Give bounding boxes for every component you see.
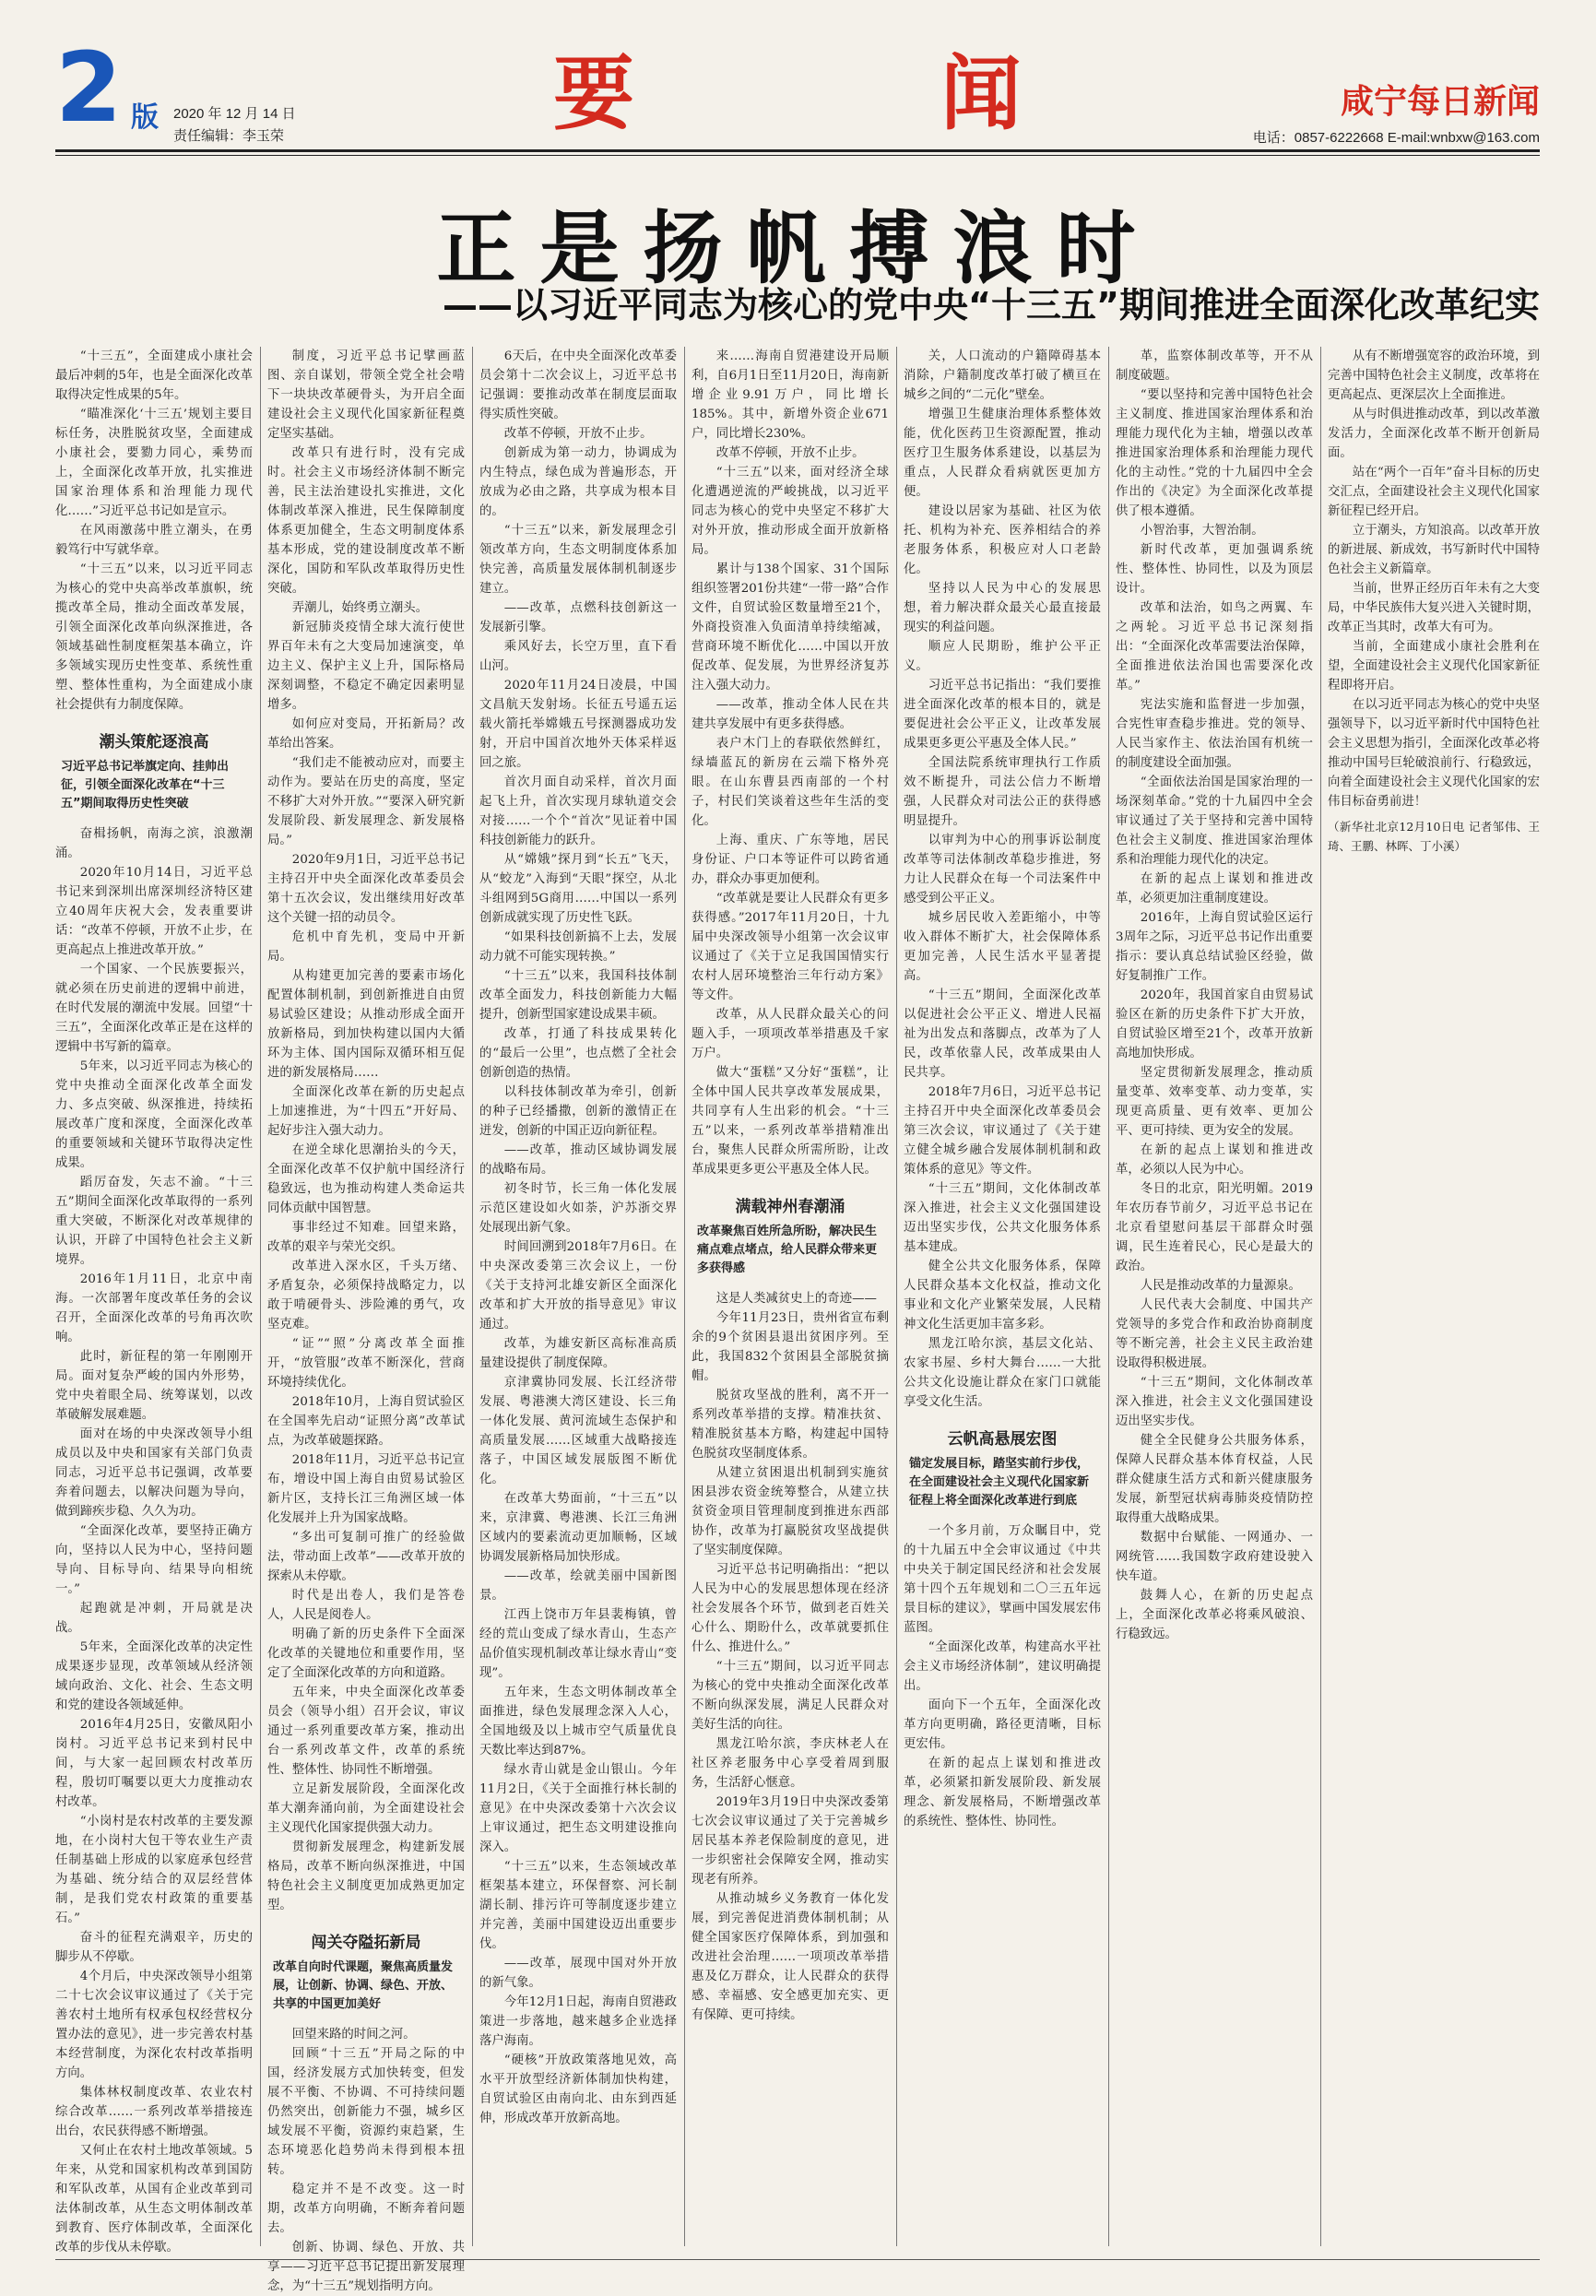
- page-number-suffix: 版: [131, 101, 159, 134]
- article-paragraph: 如何应对变局，开拓新局？改革给出答案。: [267, 717, 465, 751]
- article-paragraph: 贯彻新发展理念，构建新发展格局，改革不断向纵深推进，中国特色社会主义制度更加成熟更加定型。: [267, 1840, 465, 1912]
- paragraph-group: [479, 347, 677, 2128]
- article-paragraph: 绿水青山就是金山银山。今年11月2日，《关于全面推行林长制的意见》在中央深改委第十六次会议上审议通过，把生态文明建设推向深入。: [479, 1763, 677, 1854]
- article-paragraph: 改革进入深水区，千头万绪、矛盾复杂，必须保持战略定力，以敢于啃硬骨头、涉险滩的勇气，攻坚克难。: [267, 1260, 465, 1331]
- article-paragraph: 从构建更加完善的要素市场化配置体制机制，到创新推进自由贸易试验区建设；从推动形成全面开放新格局，到加快构建以国内大循环为主体、国内国际双循环相互促进的新发展格局……: [267, 969, 465, 1080]
- paragraph-group: [692, 1289, 889, 2025]
- article-paragraph: 2016年1月11日，北京中南海。一次部署年度改革任务的会议召开，全面深化改革的号角再次吹响。: [55, 1272, 253, 1344]
- article-paragraph: 人民是推动改革的力量源泉。: [1140, 1279, 1301, 1293]
- article-paragraph: “十三五”期间，全面深化改革以促进社会公平正义、增进人民福祉为出发点和落脚点，改革为了人民，改革依靠人民，改革成果由人民共享。: [904, 988, 1101, 1080]
- section-lead: 改革自向时代课题，聚焦高质量发展，让创新、协调、绿色、开放、共享的中国更加美好: [273, 1960, 454, 2011]
- article-paragraph: 集体林权制度改革、农业农村综合改革……一系列改革举措接连出台，农民获得感不断增强。: [55, 2086, 253, 2138]
- article-paragraph: “十三五”期间，以习近平同志为核心的党中央推动全面深化改革不断向纵深发展，满足人民群众对美好生活的向往。: [692, 1660, 889, 1732]
- article-paragraph: 冬日的北京，阳光明媚。2019年农历春节前夕，习近平总书记在北京看望慰问基层干部群众时强调，民生连着民心，民心是最大的政治。: [1116, 1182, 1313, 1273]
- section-subheading: 潮头策舵逐浪高: [99, 733, 209, 752]
- byline-credit: （新华社北京12月10日电 记者邹伟、王琦、王鹏、林晖、丁小溪）: [1328, 820, 1540, 853]
- section-lead: 习近平总书记举旗定向、挂帅出征，引领全面深化改革在“十三五”期间取得历史性突破: [61, 760, 230, 811]
- article-paragraph: 当前，全面建成小康社会胜利在望，全面建设社会主义现代化国家新征程即将开启。: [1328, 640, 1540, 692]
- article-paragraph: 2020年11月24日凌晨，中国文昌航天发射场。长征五号遥五运载火箭托举嫦娥五号探测器成功发射，开启中国首次地外天体采样返回之旅。: [479, 679, 677, 770]
- article-paragraph: ——改革，推动区域协调发展的战略布局。: [479, 1143, 677, 1177]
- article-paragraph: 2020年10月14日，习近平总书记来到深圳出席深圳经济特区建立40周年庆祝大会，发表重要讲话：“改革不停顿，开放不止步，在更高起点上推进改革开放。”: [55, 866, 253, 957]
- article-paragraph: “十三五”期间，文化体制改革深入推进，社会主义文化强国建设迈出坚实步伐，公共文化服务体系基本建成。: [904, 1182, 1101, 1254]
- masthead-rule: [55, 149, 1540, 152]
- article-paragraph: 创新成为第一动力，协调成为内生特点，绿色成为普遍形态，开放成为必由之路，共享成为根本目的。: [479, 446, 677, 518]
- article-paragraph: 回望来路的时间之河。: [291, 2028, 416, 2042]
- article-paragraph: 鼓舞人心，在新的历史起点上，全面深化改革必将乘风破浪、行稳致远。: [1116, 1589, 1313, 1641]
- article-paragraph: 2020年，我国首家自由贸易试验区在新的历史条件下扩大开放，自贸试验区增至21个，改革开放新高地加快形成。: [1116, 988, 1313, 1060]
- article-paragraph: 一个多月前，万众瞩目中，党的十九届五中全会审议通过《中共中央关于制定国民经济和社会发展第十四个五年规划和二〇三五年远景目标的建议》，擘画中国发展宏伟蓝图。: [904, 1524, 1101, 1635]
- paragraph-group: [904, 347, 1101, 1412]
- article-paragraph: “如果科技创新搞不上去，发展动力就不可能实现转换。”: [479, 930, 677, 964]
- issue-date: 2020 年 12 月 14 日: [173, 106, 296, 122]
- article-paragraph: “十三五”以来，新发展理念引领改革方向，生态文明制度体系加快完善，高质量发展体制机制逐步建立。: [479, 524, 677, 596]
- article-paragraph: 又何止在农村土地改革领域。5年来，从党和国家机构改革到国防和军队改革，从国有企业改革到司法体制改革，从生态文明体制改革到教育、医疗体制改革，全面深化改革的步伐从未停歇。: [55, 2144, 253, 2255]
- article-paragraph: 2018年10月，上海自贸试验区在全国率先启动“证照分离”改革试点，为改革破题探路。: [267, 1395, 465, 1448]
- article-paragraph: “全面深化改革，构建高水平社会主义市场经济体制”，建议明确提出。: [904, 1640, 1101, 1693]
- article-paragraph: 面对在场的中央深改领导小组成员以及中央和国家有关部门负责同志，习近平总书记强调，改革要奔着问题去，以解决问题为导向，做到蹄疾步稳、久久为功。: [55, 1427, 253, 1519]
- bottom-rule: [55, 2259, 1540, 2260]
- paragraph-group: [267, 347, 465, 1915]
- article-paragraph: ——改革，点燃科技创新这一发展新引擎。: [479, 601, 677, 634]
- article-paragraph: 人民代表大会制度、中国共产党领导的多党合作和政治协商制度等不断完善，社会主义民主政治建设取得积极进展。: [1116, 1298, 1313, 1370]
- column-divider: [260, 347, 261, 2246]
- article-paragraph: 革，监察体制改革等，开不从制度破题。: [1116, 349, 1313, 383]
- article-paragraph: 明确了新的历史条件下全面深化改革的关键地位和重要作用，坚定了全面深化改革的方向和道路。: [267, 1627, 465, 1680]
- article-paragraph: 改革不停顿，开放不止步。: [715, 446, 865, 460]
- article-paragraph: “多出可复制可推广的经验做法，带动面上改革”——改革开放的探索从未停歇。: [267, 1531, 465, 1583]
- article-paragraph: 从建立贫困退出机制到实施贫困县涉农资金统筹整合，从建立扶贫资金项目管理制度到推进东西部协作，改革为打赢脱贫攻坚战提供了坚实制度保障。: [692, 1466, 889, 1557]
- article-paragraph: 起跑就是冲刺，开局就是决战。: [55, 1602, 253, 1635]
- article-paragraph: 改革只有进行时，没有完成时。社会主义市场经济体制不断完善，民主法治建设扎实推进，文化体制改革深入推进，民生保障制度体系更加健全，生态文明制度体系基本形成，党的建设制度改革不断深化，国防和军队改革取得历史性突破。: [267, 446, 465, 596]
- column-divider: [1108, 347, 1109, 2246]
- article-paragraph: 黑龙江哈尔滨，李庆林老人在社区养老服务中心享受着周到服务，生活舒心惬意。: [692, 1737, 889, 1790]
- article-paragraph: 在新的起点上谋划和推进改革，必须更加注重制度建设。: [1116, 872, 1313, 905]
- article-column-7: [1328, 347, 1540, 2246]
- paragraph-group: [55, 347, 253, 715]
- article-paragraph: 江西上饶市万年县裴梅镇，曾经的荒山变成了绿水青山，生态产品价值实现机制改革让绿水青山“变现”。: [479, 1608, 677, 1680]
- paragraph-group: [692, 347, 889, 1179]
- article-paragraph: “十三五”，全面建成小康社会最后冲刺的5年，也是全面深化改革取得决定性成果的5年。: [55, 349, 253, 402]
- article-column-5: [904, 347, 1101, 2246]
- article-paragraph: 全国法院系统审理执行工作质效不断提升，司法公信力不断增强，人民群众对司法公正的获得感明显提升。: [904, 756, 1101, 828]
- article-paragraph: 从有不断增强宽容的政治环境，到完善中国特色社会主义制度，改革将在更高起点、更深层次上全面推进。: [1328, 349, 1540, 402]
- article-column-1: [55, 347, 253, 2255]
- main-headline: 正是扬帆搏浪时: [436, 203, 1160, 295]
- article-paragraph: 奋楫扬帆，南海之滨，浪激潮涌。: [55, 827, 253, 860]
- article-paragraph: 在新的起点上谋划和推进改革，必须以人民为中心。: [1116, 1143, 1313, 1177]
- article-paragraph: 立于潮头，方知浪高。以改革开放的新进展、新成效，书写新时代中国特色社会主义新篇章。: [1328, 524, 1540, 576]
- article-paragraph: 创新、协调、绿色、开放、共享——习近平总书记提出新发展理念，为“十三五”规划指明方向。: [267, 2241, 465, 2293]
- article-column-3: [479, 347, 677, 2246]
- article-paragraph: “十三五”以来，以习近平同志为核心的党中央高举改革旗帜，统揽改革全局，推动全面改革发展，引领全面深化改革向纵深推进，各领域基础性制度框架基本确立，许多领域实现历史性变革、系统性重塑、整体性重构，为全面建成小康社会提供有力制度保障。: [55, 562, 253, 712]
- article-paragraph: 面向下一个五年，全面深化改革方向更明确，路径更清晰，目标更宏伟。: [904, 1698, 1101, 1751]
- article-paragraph: 来……海南自贸港建设开局顺利，自6月1日至11月20日，海南新增企业9.91万户，同比增长185%。其中，新增外资企业671户，同比增长230%。: [692, 349, 889, 441]
- article-paragraph: 2016年，上海自贸试验区运行3周年之际，习近平总书记作出重要指示：要认真总结试验区经验，做好复制推广工作。: [1116, 911, 1313, 983]
- article-paragraph: 健全公共文化服务体系，保障人民群众基本文化权益，推动文化事业和文化产业繁荣发展，人民精神文化生活更加丰富多彩。: [904, 1260, 1101, 1331]
- paragraph-group: [267, 2025, 465, 2296]
- article-paragraph: 5年来，全面深化改革的决定性成果逐步显现，改革领域从经济领域向政治、文化、社会、生态文明和党的建设各领域延伸。: [55, 1640, 253, 1712]
- article-paragraph: “我们走不能被动应对，而要主动作为。要站在历史的高度，坚定不移扩大对外开放。”“要深入研究新发展阶段、新发展理念、新发展格局。”: [267, 756, 465, 847]
- article-paragraph: “全面深化改革，要坚持正确方向，坚持以人民为中心，坚持问题导向、目标导向、结果导向相统一。”: [55, 1524, 253, 1596]
- article-paragraph: 2018年7月6日，习近平总书记主持召开中央全面深化改革委员会第三次会议，审议通过了《关于建立健全城乡融合发展体制机制和政策体系的意见》等文件。: [904, 1085, 1101, 1177]
- article-paragraph: 危机中育先机，变局中开新局。: [267, 930, 465, 964]
- masthead-rule-thin: [55, 155, 1540, 156]
- article-paragraph: ——改革，展现中国对外开放的新气象。: [479, 1957, 677, 1990]
- article-paragraph: 五年来，中央全面深化改革委员会（领导小组）召开会议，审议通过一系列重要改革方案，推动出台一系列改革文件，改革的系统性、整体性、协同性不断增强。: [267, 1686, 465, 1777]
- article-paragraph: 在新的起点上谋划和推进改革，必须紧扣新发展阶段、新发展理念、新发展格局，不断增强改革的系统性、整体性、协同性。: [904, 1757, 1101, 1829]
- article-paragraph: “证”“照”分离改革全面推开，“放管服”改革不断深化，营商环境持续优化。: [267, 1337, 465, 1390]
- article-paragraph: 从推动城乡义务教育一体化发展，到完善促进消费体制机制；从健全国家医疗保障体系，到加强和改进社会治理……一项项改革举措惠及亿万群众，让人民群众的获得感、幸福感、安全感更加充实、更有保障、更可持续。: [692, 1892, 889, 2022]
- article-paragraph: “十三五”期间，文化体制改革深入推进，社会主义文化强国建设迈出坚实步伐。: [1116, 1376, 1313, 1428]
- section-lead: 改革聚焦百姓所急所盼，解决民生痛点难点堵点，给人民群众带来更多获得感: [697, 1225, 878, 1275]
- masthead: [55, 31, 1540, 146]
- article-paragraph: 改革，从人民群众最关心的问题入手，一项项改革举措惠及千家万户。: [692, 1008, 889, 1060]
- article-paragraph: ——改革，推动全体人民在共建共享发展中有更多获得感。: [692, 698, 889, 731]
- article-paragraph: “要以坚持和完善中国特色社会主义制度、推进国家治理体系和治理能力现代化为主轴，增强以改革推进国家治理体系和治理能力现代化的主动性。”党的十九届四中全会作出的《决定》为全面深化改革提供了根本遵循。: [1116, 388, 1313, 518]
- paragraph-group: [904, 1521, 1101, 1831]
- article-paragraph: 以科技体制改革为牵引，创新的种子已经播撒，创新的激情正在迸发，创新的中国正迈向新征程。: [479, 1085, 677, 1138]
- page-number: 2: [55, 31, 123, 144]
- section-subheading: 满载神州春潮涌: [735, 1198, 845, 1216]
- article-paragraph: 时间回溯到2018年7月6日。在中央深改委第三次会议上，一份《关于支持河北雄安新区全面深化改革和扩大开放的指导意见》审议通过。: [479, 1240, 677, 1331]
- paragraph-group: [1328, 347, 1540, 811]
- article-paragraph: 坚持以人民为中心的发展思想，着力解决群众最关心最直接最现实的利益问题。: [904, 582, 1101, 634]
- article-paragraph: 黑龙江哈尔滨，基层文化站、农家书屋、乡村大舞台……一大批公共文化设施让群众在家门口就能享受文化生活。: [904, 1337, 1101, 1409]
- article-paragraph: “十三五”以来，我国科技体制改革全面发力，科技创新能力大幅提升，创新型国家建设成果丰硕。: [479, 969, 677, 1022]
- section-title-char-1: 要: [553, 46, 635, 141]
- article-paragraph: 事非经过不知难。回望来路，改革的艰辛与荣光交织。: [267, 1221, 465, 1254]
- article-paragraph: “十三五”以来，生态领域改革框架基本建立，环保督察、河长制湖长制、排污许可等制度逐步建立并完善，美丽中国建设迈出重要步伐。: [479, 1860, 677, 1951]
- article-paragraph: 首次月面自动采样，首次月面起飞上升，首次实现月球轨道交会对接……一个个“首次”见证着中国科技创新能力的跃升。: [479, 775, 677, 847]
- section-title-char-2: 闻: [940, 46, 1023, 141]
- article-paragraph: 站在“两个一百年”奋斗目标的历史交汇点，全面建设社会主义现代化国家新征程已经开启。: [1328, 466, 1540, 518]
- article-paragraph: “小岗村是农村改革的主要发源地，在小岗村大包干等农业生产责任制基础上形成的以家庭承包经营为基础、统分结合的双层经营体制，是我们党农村政策的重要基石。”: [55, 1815, 253, 1925]
- article-paragraph: ——改革，绘就美丽中国新图景。: [479, 1569, 677, 1603]
- article-paragraph: 此时，新征程的第一年刚刚开局。面对复杂严峻的国内外形势，党中央着眼全局、统筹谋划，以改革破解发展难题。: [55, 1350, 253, 1422]
- article-paragraph: 今年12月1日起，海南自贸港政策进一步落地，越来越多企业选择落户海南。: [479, 1995, 677, 2048]
- article-paragraph: 2020年9月1日，习近平总书记主持召开中央全面深化改革委员会第十五次会议，发出继续用好改革这个关键一招的动员令。: [267, 853, 465, 925]
- article-paragraph: 宪法实施和监督进一步加强，合宪性审查稳步推进。党的领导、人民当家作主、依法治国有机统一的制度建设全面加强。: [1116, 698, 1313, 770]
- article-paragraph: 在风雨激荡中胜立潮头，在勇毅笃行中写就华章。: [55, 524, 253, 557]
- paragraph-group: [1116, 347, 1313, 1644]
- article-paragraph: 立足新发展阶段，全面深化改革大潮奔涌向前，为全面建设社会主义现代化国家提供强大动力。: [267, 1782, 465, 1835]
- article-paragraph: 弄潮儿，始终勇立潮头。: [291, 601, 429, 615]
- editor-credit: 责任编辑：李玉荣: [173, 128, 285, 144]
- article-paragraph: 蹈厉奋发，矢志不渝。“十三五”期间全面深化改革取得的一系列重大突破，不断深化对改革规律的认识，开辟了中国特色社会主义新境界。: [55, 1176, 253, 1267]
- article-paragraph: 4个月后，中央深改领导小组第二十七次会议审议通过了《关于完善农村土地所有权承包权经营权分置办法的意见》，进一步完善农村基本经营制度，为深化农村改革指明方向。: [55, 1970, 253, 2080]
- article-paragraph: 健全全民健身公共服务体系，保障人民群众基本体育权益，人民群众健康生活方式和新兴健康服务发展，新型冠状病毒肺炎疫情防控取得重大战略成果。: [1116, 1434, 1313, 1525]
- article-paragraph: 改革，打通了科技成果转化的“最后一公里”，也点燃了全社会创新创造的热情。: [479, 1027, 677, 1080]
- sub-headline: ——以习近平同志为核心的党中央“十三五”期间推进全面深化改革纪实: [443, 285, 1540, 325]
- article-paragraph: “硬核”开放政策落地见效，高水平开放型经济新体制加快构建，自贸试验区由南向北、由东到西延伸，形成改革开放新高地。: [479, 2053, 677, 2125]
- article-paragraph: 增强卫生健康治理体系整体效能，优化医药卫生资源配置，推动医疗卫生服务体系建设，以基层为重点，人民群众看病就医更加方便。: [904, 408, 1101, 499]
- section-subheading: 云帆高悬展宏图: [947, 1430, 1058, 1449]
- paragraph-group: [55, 824, 253, 2257]
- column-divider: [896, 347, 897, 2246]
- article-paragraph: 五年来，生态文明体制改革全面推进，绿色发展理念深入人心，全国地级及以上城市空气质量优良天数比率达到87%。: [479, 1686, 677, 1758]
- article-paragraph: 累计与138个国家、31个国际组织签署201份共建“一带一路”合作文件，自贸试验区数量增至21个，外商投资准入负面清单持续缩减，营商环境不断优化……中国以开放促改革、促发展，为世界经济复苏注入强大动力。: [692, 562, 889, 692]
- article-paragraph: 今年11月23日，贵州省宣布剩余的9个贫困县退出贫困序列。至此，我国832个贫困县全部脱贫摘帽。: [692, 1311, 889, 1383]
- article-paragraph: 顺应人民期盼，维护公平正义。: [904, 640, 1101, 673]
- article-paragraph: 建设以居家为基础、社区为依托、机构为补充、医养相结合的养老服务体系，积极应对人口老龄化。: [904, 504, 1101, 576]
- article-paragraph: 小智治事，大智治制。: [1140, 524, 1264, 538]
- article-paragraph: 在逆全球化思潮抬头的今天，全面深化改革不仅护航中国经济行稳致远，也为推动构建人类命运共同体贡献中国智慧。: [267, 1143, 465, 1215]
- article-paragraph: 制度，习近平总书记擘画蓝图、亲自谋划，带领全党全社会啃下一块块改革硬骨头，为开启全面建设社会主义现代化国家新征程奠定坚实基础。: [267, 349, 465, 441]
- section-lead: 锚定发展目标，踏坚实前行步伐，在全面建设社会主义现代化国家新征程上将全面深化改革进行到底: [909, 1457, 1090, 1508]
- article-paragraph: 新时代改革，更加强调系统性、整体性、协同性，以及为顶层设计。: [1116, 543, 1313, 596]
- contact-info: 电话：0857-6222668 E-mail:wnbxw@163.com: [1252, 130, 1540, 146]
- article-paragraph: 表户木门上的春联依然鲜红，绿墙蓝瓦的新房在云端下格外亮眼。在山东曹县西南部的一个村子，村民们笑谈着这些年生活的变化。: [692, 737, 889, 828]
- newspaper-name: 咸宁每日新闻: [1340, 82, 1540, 121]
- article-paragraph: 全面深化改革在新的历史起点上加速推进，为“十四五”开好局、起好步注入强大动力。: [267, 1085, 465, 1138]
- article-paragraph: “全面依法治国是国家治理的一场深刻革命。”党的十九届四中全会审议通过了关于坚持和完善中国特色社会主义制度、推进国家治理体系和治理能力现代化的决定。: [1116, 775, 1313, 867]
- article-paragraph: 2019年3月19日中央深改委第七次会议审议通过了关于完善城乡居民基本养老保险制度的意见，进一步织密社会保障安全网，推动实现老有所养。: [692, 1795, 889, 1887]
- article-paragraph: 乘风好去，长空万里，直下看山河。: [479, 640, 677, 673]
- column-divider: [1320, 347, 1321, 2246]
- article-paragraph: 在改革大势面前，“十三五”以来，京津冀、粤港澳、长江三角洲区域内的要素流动更加顺畅，区域协调发展新格局加快形成。: [479, 1492, 677, 1564]
- article-paragraph: 上海、重庆、广东等地，居民身份证、户口本等证件可以跨省通办，群众办事更加便利。: [692, 834, 889, 886]
- article-paragraph: 数据中台赋能、一网通办、一网统管……我国数字政府建设驶入快车道。: [1116, 1531, 1313, 1583]
- article-paragraph: 5年来，以习近平同志为核心的党中央推动全面深化改革全面发力、多点突破、纵深推进，持续拓展改革广度和深度，全面深化改革的重要领域和关键环节取得决定性成果。: [55, 1059, 253, 1170]
- article-paragraph: 奋斗的征程充满艰辛，历史的脚步从不停歇。: [55, 1931, 253, 1964]
- article-paragraph: 初冬时节，长三角一体化发展示范区建设如火如荼，沪苏浙交界处展现出新气象。: [479, 1182, 677, 1235]
- article-paragraph: 回顾“十三五”开局之际的中国，经济发展方式加快转变，但发展不平衡、不协调、不可持续问题仍然突出，创新能力不强，城乡区域发展不平衡，资源约束趋紧，生态环境恶化趋势尚未得到根本扭转。: [267, 2047, 465, 2177]
- article-paragraph: 2016年4月25日，安徽凤阳小岗村。习近平总书记来到村民中间，与大家一起回顾农村改革历程，殷切叮嘱要以更大力度推动农村改革。: [55, 1718, 253, 1809]
- article-column-4: [692, 347, 889, 2246]
- article-paragraph: 坚定贯彻新发展理念，推动质量变革、效率变革、动力变革，实现更高质量、更有效率、更加公平、更可持续、更为安全的发展。: [1116, 1066, 1313, 1138]
- article-paragraph: “瞄准深化‘十三五’规划主要目标任务，决胜脱贫攻坚，全面建成小康社会，要勠力同心，乘势而上，全面深化改革开放，扎实推进国家治理体系和治理能力现代化……”习近平总书记如是宣示。: [55, 408, 253, 518]
- article-paragraph: 改革和法治，如鸟之两翼、车之两轮。习近平总书记深刻指出：“全面深化改革需要法治保障，全面推进依法治国也需要深化改革。”: [1116, 601, 1313, 692]
- article-paragraph: 新冠肺炎疫情全球大流行使世界百年未有之大变局加速演变，单边主义、保护主义上升，国际格局深刻调整，不稳定不确定因素明显增多。: [267, 621, 465, 712]
- article-paragraph: 当前，世界正经历百年未有之大变局，中华民族伟大复兴进入关键时期，改革正当其时，改革大有可为。: [1328, 582, 1540, 634]
- article-paragraph: 2018年11月，习近平总书记宣布，增设中国上海自由贸易试验区新片区，支持长江三角洲区域一体化发展并上升为国家战略。: [267, 1453, 465, 1525]
- article-paragraph: 城乡居民收入差距缩小，中等收入群体不断扩大，社会保障体系更加完善，人民生活水平显著提高。: [904, 911, 1101, 983]
- article-paragraph: 做大“蛋糕”又分好“蛋糕”，让全体中国人民共享改革发展成果，共同享有人生出彩的机会。“十三五”以来，一系列改革举措精准出台，聚焦人民群众所需所盼，让改革成果更多更公平惠及全体人民。: [692, 1066, 889, 1177]
- article-paragraph: 关，人口流动的户籍障碍基本消除，户籍制度改革打破了横亘在城乡之间的“二元化”壁垒。: [904, 349, 1101, 402]
- article-paragraph: “十三五”以来，面对经济全球化遭遇逆流的严峻挑战，以习近平同志为核心的党中央坚定不移扩大对外开放，推动形成全面开放新格局。: [692, 466, 889, 557]
- article-paragraph: 习近平总书记指出：“我们要推进全面深化改革的根本目的，就是要促进社会公平正义，让改革发展成果更多更公平惠及全体人民。”: [904, 679, 1101, 751]
- article-column-6: [1116, 347, 1313, 2246]
- article-paragraph: 一个国家、一个民族要振兴，就必须在历史前进的逻辑中前进，在时代发展的潮流中发展。回望“十三五”，全面深化改革正是在这样的逻辑中书写新的篇章。: [55, 963, 253, 1054]
- article-paragraph: 习近平总书记明确指出：“把以人民为中心的发展思想体现在经济社会发展各个环节，做到老百姓关心什么、期盼什么，改革就要抓住什么、推进什么。”: [692, 1563, 889, 1654]
- article-paragraph: 从“嫦娥”探月到“长五”飞天，从“蛟龙”入海到“天眼”探空，从北斗组网到5G商用……中国以一系列创新成就实现了历史性飞跃。: [479, 853, 677, 925]
- section-subheading: 闯关夺隘拓新局: [311, 1934, 421, 1952]
- article-paragraph: “改革就是要让人民群众有更多获得感。”2017年11月20日，十九届中央深改领导小组第一次会议审议通过了《关于立足我国国情实行农村人居环境整治三年行动方案》等文件。: [692, 892, 889, 1002]
- article-paragraph: 这是人类减贫史上的奇迹——: [715, 1292, 877, 1306]
- article-paragraph: 京津冀协同发展、长江经济带发展、粤港澳大湾区建设、长三角一体化发展、黄河流域生态保护和高质量发展……区域重大战略接连落子，中国区域发展版图不断优化。: [479, 1376, 677, 1486]
- article-paragraph: 6天后，在中央全面深化改革委员会第十二次会议上，习近平总书记强调：要推动改革在制度层面取得实质性突破。: [479, 349, 677, 421]
- article-paragraph: 稳定并不是不改变。这一时期，改革方向明确，不断奔着问题去。: [267, 2183, 465, 2235]
- article-paragraph: 从与时俱进推动改革，到以改革激发活力，全面深化改革不断开创新局面。: [1328, 408, 1540, 460]
- article-paragraph: 改革，为雄安新区高标准高质量建设提供了制度保障。: [479, 1337, 677, 1370]
- article-paragraph: 在以习近平同志为核心的党中央坚强领导下，以习近平新时代中国特色社会主义思想为指引，全面深化改革必将推动中国号巨轮破浪前行、行稳致远，向着全面建设社会主义现代化国家的宏伟目标奋勇前进！: [1328, 698, 1540, 809]
- article-paragraph: 以审判为中心的刑事诉讼制度改革等司法体制改革稳步推进，努力让人民群众在每一个司法案件中感受到公平正义。: [904, 834, 1101, 905]
- column-divider: [684, 347, 685, 2246]
- article-paragraph: 脱贫攻坚战的胜利，离不开一系列改革举措的支撑。精准扶贫、精准脱贫基本方略，构建起中国特色脱贫攻坚制度体系。: [692, 1389, 889, 1461]
- column-divider: [472, 347, 473, 2246]
- article-column-2: [267, 347, 465, 2293]
- article-paragraph: 改革不停顿，开放不止步。: [503, 427, 653, 441]
- article-paragraph: 时代是出卷人，我们是答卷人，人民是阅卷人。: [267, 1589, 465, 1622]
